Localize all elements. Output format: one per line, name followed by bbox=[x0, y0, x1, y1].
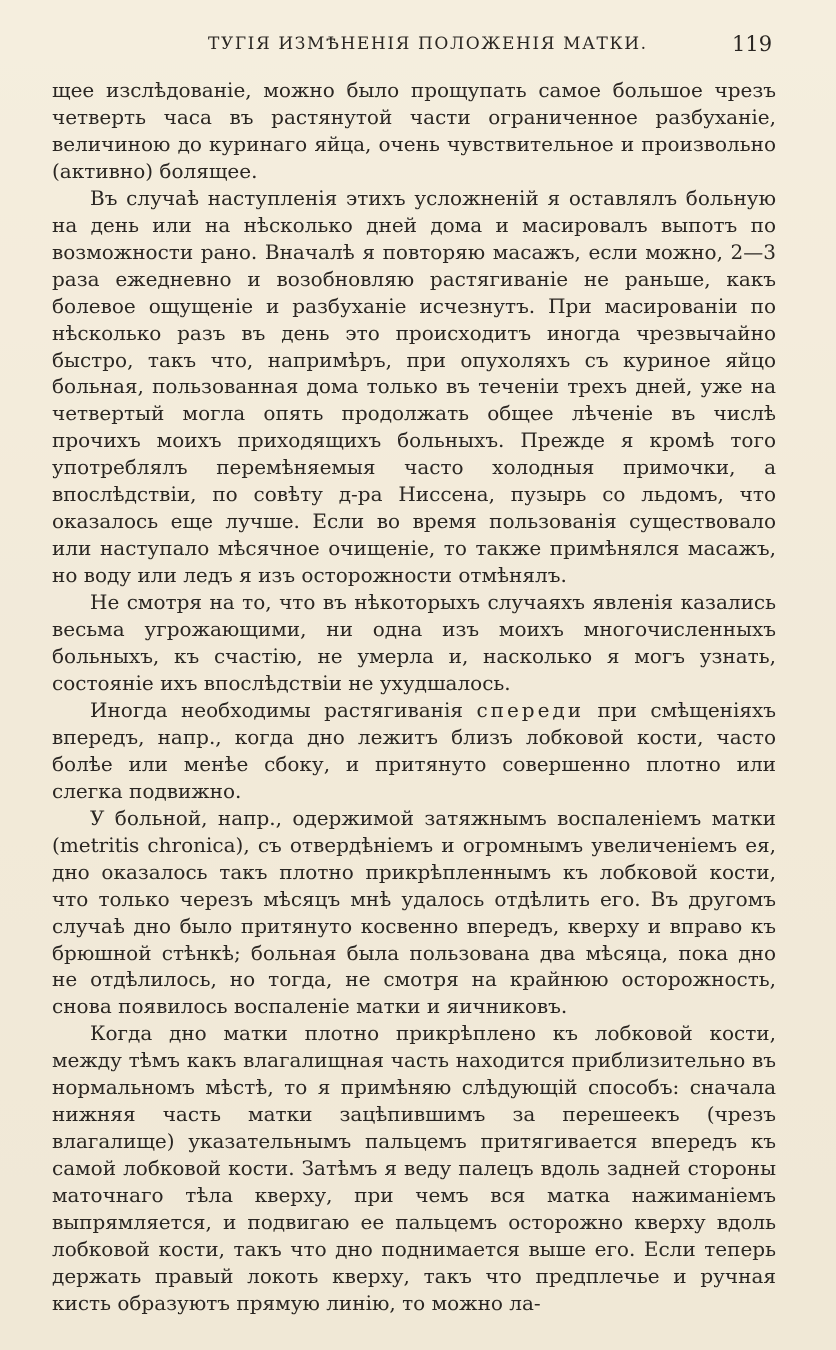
paragraph-2: Въ случаѣ наступленія этихъ усложненій я оставлялъ больную на день или на нѣсколько дней дома и масировалъ выпотъ по возможности рано. Вначалѣ я повторяю масажъ, если можно, 2—3 раза ежедневно и возобновляю растягиваніе не раньше, какъ болевое ощущеніе и разбуханіе исчезнутъ. При масированіи по нѣсколько разъ въ день это происходитъ иногда чрезвычайно быстро, такъ что, напримѣръ, при опухоляхъ съ куриное яйцо больная, пользованная дома только въ теченіи трехъ дней, уже на четвертый могла опять продолжать общее лѣченіе въ числѣ прочихъ моихъ приходящихъ больныхъ. Прежде я кромѣ того употреблялъ перемѣняемыя часто холодныя примочки, а впослѣдствіи, по совѣту д-ра Ниссена, пузырь со льдомъ, что оказалось еще лучше. Если во время пользованія существовало или наступало мѣсячное очищеніе, то также примѣнялся масажъ, но воду или ледъ я изъ осторожности отмѣнялъ. bbox=[52, 185, 776, 588]
paragraph-5-text-after: ), съ отвердѣніемъ и огромнымъ увеличеніемъ ея, дно оказалось такъ плотно прикрѣпленнымъ къ лобковой кости, что только черезъ мѣсяцъ мнѣ удалось отдѣлить его. Въ другомъ случаѣ дно было притянуто косвенно впередъ, кверху и вправо къ брюшной стѣнкѣ; больная была пользована два мѣсяца, пока дно не отдѣлилось, но тогда, не смотря на крайнюю осторожность, снова появилось воспаленіе матки и яичниковъ. bbox=[52, 832, 777, 1019]
paragraph-4 bbox=[52, 697, 776, 805]
paragraph-5-text-before: У больной, напр., одержимой затяжнымъ воспаленіемъ матки ( bbox=[52, 805, 776, 857]
paragraph-6: Когда дно матки плотно прикрѣплено къ лобковой кости, между тѣмъ какъ влагалищная часть находится приблизительно въ нормальномъ мѣстѣ, то я примѣняю слѣдующій способъ: сначала нижняя часть матки зацѣпившимъ за перешеекъ (чрезъ влагалище) указательнымъ пальцемъ притягивается впередъ къ самой лобковой кости. Затѣмъ я веду палецъ вдоль задней стороны маточнаго тѣла кверху, при чемъ вся матка нажиманіемъ выпрямляется, и подвигаю ее пальцемъ осторожно кверху вдоль лобковой кости, такъ что дно поднимается выше его. Если теперь держать правый локоть кверху, такъ что предплечье и ручная кисть образуютъ прямую линію, то можно ла- bbox=[52, 1021, 776, 1315]
latin-term: metritis chronica bbox=[59, 832, 236, 857]
body-text bbox=[52, 77, 776, 1317]
paragraph-1: щее изслѣдованіе, можно было прощупать самое большое чрезъ четверть часа въ растянутой части ограниченное разбуханіе, величиною до куринаго яйца, очень чувствительное и произвольно (активно) болящее. bbox=[52, 78, 776, 183]
running-head: ТУГІЯ ИЗМѢНЕНІЯ ПОЛОЖЕНІЯ МАТКИ. bbox=[208, 34, 648, 54]
paragraph-3: Не смотря на то, что въ нѣкоторыхъ случаяхъ явленія казались весьма угрожающими, ни одна изъ моихъ многочисленныхъ больныхъ, къ счастію, не умерла и, насколько я могъ узнать, состояніе ихъ впослѣдствіи не ухудшалось. bbox=[52, 590, 776, 695]
paragraph-4-text-before: Иногда необходимы растягиванія bbox=[90, 697, 477, 722]
page-number: 119 bbox=[732, 32, 773, 56]
emphasis-spaced-word: спереди bbox=[476, 697, 585, 722]
paragraph-5 bbox=[52, 805, 776, 1021]
paragraph-4-text-after: при смѣщеніяхъ впередъ, напр., когда дно лежитъ близъ лобковой кости, часто болѣе или менѣе сбоку, и притянуто совершенно плотно или слегка подвижно. bbox=[52, 697, 776, 803]
